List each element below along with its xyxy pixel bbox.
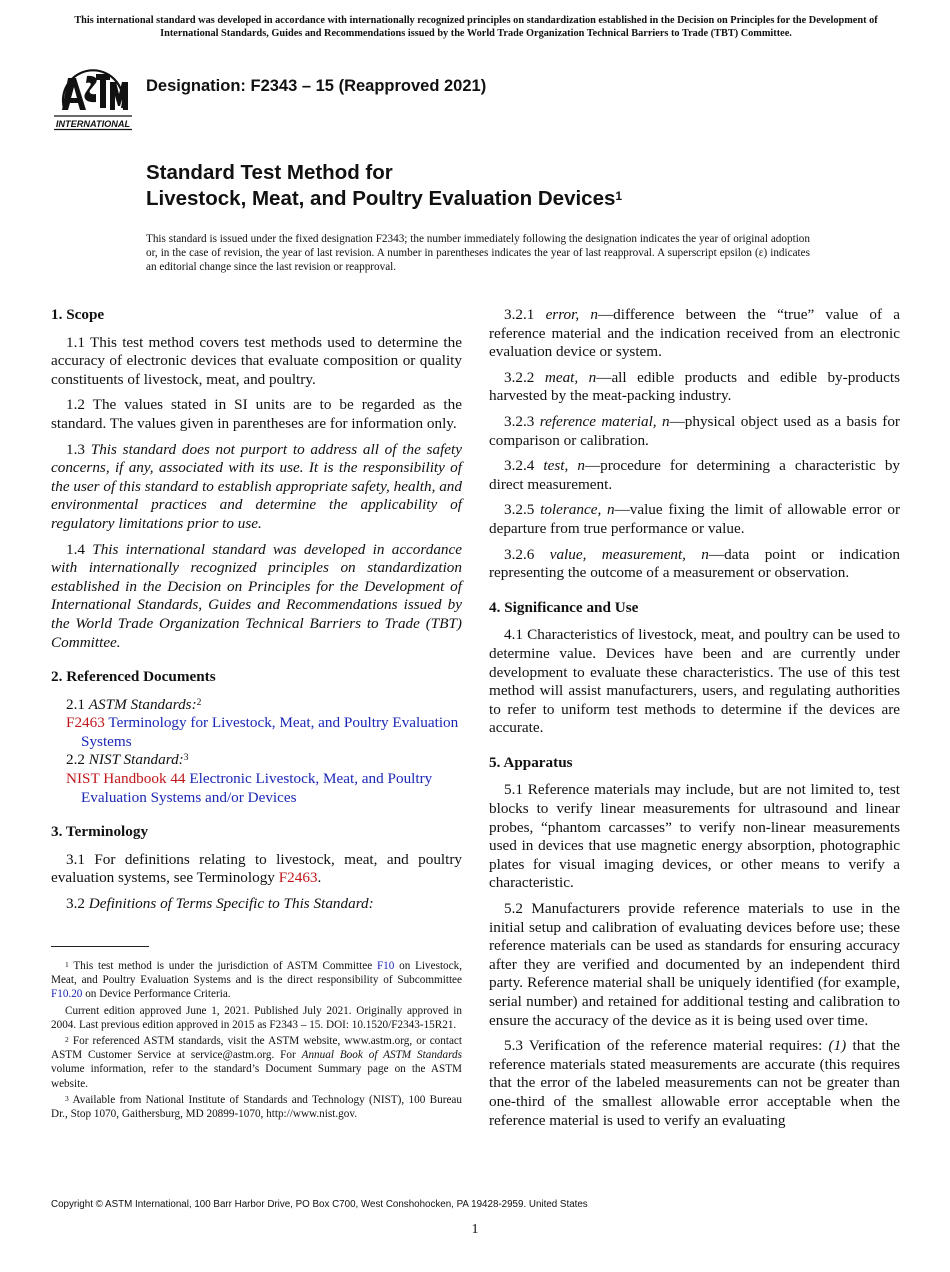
reference-code-link[interactable]: NIST Handbook 44 bbox=[66, 770, 186, 788]
reference-nist-handbook-44[interactable] bbox=[51, 770, 462, 807]
copyright: Copyright © ASTM International, 100 Barr Harbor Drive, PO Box C700, West Conshohocken, PA 19428-2959. United States bbox=[51, 1199, 588, 1210]
footnotes bbox=[51, 959, 462, 1123]
definition-item: 3.2.1 error, n—difference between the “true” value of a reference material and the indication received from an electronic evaluation device or system. bbox=[489, 306, 901, 361]
footnote-3: $^3$ Available from National Institute of Standards and Technology (NIST), 100 Bureau Dr., Stop 1070, Gaithersburg, MD 20899-1070, http://www.nist.gov. bbox=[51, 1093, 462, 1121]
paragraph-1-2: 1.2 The values stated in SI units are to be regarded as the standard. The values given in parentheses are for information only. bbox=[51, 396, 462, 432]
title-line-2: Livestock, Meat, and Poultry Evaluation Devices$^1$ bbox=[146, 187, 623, 210]
footnote-2: $^2$ For referenced ASTM standards, visit the ASTM website, www.astm.org, or contact ASTM Customer Service at service@astm.org. For Annual Book of ASTM Standards volume information, refer to the standard’s Document Summary page on the ASTM website. bbox=[51, 1035, 462, 1090]
definition-term: meat, n bbox=[544, 368, 597, 386]
definition-item: 3.2.4 test, n—procedure for determining a characteristic by direct measurement. bbox=[489, 457, 901, 493]
right-column bbox=[489, 306, 900, 1137]
paragraph-5-3: 5.3 Verification of the reference material requires: (1) that the reference materials stated measurements are accurate (this requires that the error of the labeled measurements can not be greater than one-third of the smallest allowable error acceptable when the reference material is used to verify an evaluating bbox=[489, 1037, 901, 1129]
definition-item: 3.2.5 tolerance, n—value fixing the limit of allowable error or departure from true performance or value. bbox=[489, 501, 901, 537]
section-heading-terminology: 3. Terminology bbox=[51, 823, 149, 841]
definition-term: tolerance, n bbox=[540, 501, 615, 519]
issue-note: This standard is issued under the fixed designation F2343; the number immediately following the designation indicates the year of original adoption or, in the case of revision, the year of last revision. A number in parentheses indicates the year of last reapproval. A superscript epsilon (ε) indicates an editorial change since the last revision or reapproval. bbox=[146, 233, 810, 273]
footnote-1: $^1$ This test method is under the jurisdiction of ASTM Committee F10 on Livestock, Meat, and Poultry Evaluation Systems and is the direct responsibility of Subcommittee F10.20 on Device Performance Criteria. bbox=[51, 960, 462, 1001]
title-line-1: Standard Test Method for bbox=[146, 161, 393, 184]
left-column bbox=[51, 306, 462, 921]
terminology-link-f2463[interactable]: F2463 bbox=[278, 869, 318, 887]
reference-title-link[interactable]: Electronic Livestock, Meat, and Poultry Evaluation Systems and/or Devices bbox=[81, 770, 433, 806]
definition-term: error, n bbox=[545, 306, 598, 323]
footnote-divider bbox=[51, 946, 149, 947]
section-heading-significance: 4. Significance and Use bbox=[489, 598, 639, 616]
paragraph-5-2: 5.2 Manufacturers provide reference materials to use in the initial setup and calibration of evaluating devices before use; these reference materials can be used as standards for ensuring accuracy after they are verified and documented by an independent third party. Reference material shall be uniquely identified (for example, serial number) and retained for additional testing and calibration to ensure the accuracy of the device as it is being used over time. bbox=[489, 900, 900, 1029]
document-title bbox=[146, 160, 622, 212]
paragraph-3-1: 3.1 For definitions relating to livestock, meat, and poultry evaluation systems, see Terminology F2463. bbox=[51, 850, 462, 887]
paragraph-4-1: 4.1 Characteristics of livestock, meat, and poultry can be used to determine value. Devices have been and are currently under development to evaluate these characteristics. The use of this test method will assist manufacturers, users, and regulating authorities to refer to uniform test methods to determine if the devices are accurate. bbox=[489, 626, 900, 737]
logo-subtext: INTERNATIONAL bbox=[55, 119, 131, 129]
committee-link-f10[interactable]: F10 bbox=[376, 960, 395, 972]
reference-code-link[interactable]: F2463 bbox=[66, 714, 105, 732]
paragraph-1-1: 1.1 This test method covers test methods used to determine the accuracy of electronic devices that evaluate composition or quality constituents of livestock, meat, and poultry. bbox=[51, 333, 462, 388]
page-number: 1 bbox=[471, 1222, 479, 1237]
reference-f2463[interactable] bbox=[51, 714, 462, 751]
definition-item: 3.2.6 value, measurement, n—data point or indication representing the outcome of a measurement or observation. bbox=[489, 545, 900, 582]
title-footnote-mark[interactable]: 1 bbox=[615, 189, 623, 203]
definitions-list bbox=[489, 306, 900, 583]
designation: Designation: F2343 – 15 (Reapproved 2021) bbox=[146, 77, 487, 95]
paragraph-1-3: 1.3 This standard does not purport to address all of the safety concerns, if any, associated with its use. It is the responsibility of the user of this standard to establish appropriate safety, health, and environmental practices and determine the applicability of regulatory limitations prior to use. bbox=[51, 440, 462, 532]
definition-term: value, measurement, n bbox=[549, 545, 709, 563]
definition-term: test, n bbox=[543, 457, 585, 475]
definition-item: 3.2.2 meat, n—all edible products and edible by-products harvested by the meat-packing industry. bbox=[489, 368, 900, 405]
reference-title-link[interactable]: Terminology for Livestock, Meat, and Poultry Evaluation Systems bbox=[81, 714, 459, 750]
definition-item: 3.2.3 reference material, n—physical object used as a basis for comparison or calibration. bbox=[489, 412, 900, 449]
paragraph-3-2: 3.2 Definitions of Terms Specific to This Standard: bbox=[66, 895, 374, 913]
section-heading-apparatus: 5. Apparatus bbox=[489, 753, 573, 771]
definition-term: reference material, n bbox=[539, 412, 670, 430]
paragraph-5-1: 5.1 Reference materials may include, but are not limited to, test blocks to verify linear measurements for ultrasound and linear probes, “phantom carcasses” to verify non-linear measurements used in devices that use magnetic energy absorption, photographic plates for visual imaging devices, or other means to verify a characteristic. bbox=[489, 781, 900, 892]
top-notice: This international standard was developed in accordance with internationally recognized principles on standardization established in the Decision on Principles for the Development of International Standards, Guides and Recommendations issued by the World Trade Organization Technical Barriers to Trade (TBT) Committee. bbox=[74, 15, 878, 39]
astm-logo-icon bbox=[50, 56, 136, 134]
subsection-2-2: 2.2 NIST Standard:$^3$ bbox=[66, 751, 189, 769]
section-heading-referenced-documents: 2. Referenced Documents bbox=[51, 668, 216, 686]
edition-note: Current edition approved June 1, 2021. Published July 2021. Originally approved in 2004. Last previous edition approved in 2015 as F2343 – 15. DOI: 10.1520/F2343-15R21. bbox=[51, 1004, 462, 1031]
paragraph-1-4: 1.4 This international standard was developed in accordance with internationally recognized principles on standardization established in the Decision on Principles for the Development of International Standards, Guides and Recommendations issued by the World Trade Organization Technical Barriers to Trade (TBT) Committee. bbox=[51, 540, 463, 651]
subcommittee-link-f10-20[interactable]: F10.20 bbox=[51, 988, 83, 1001]
subsection-2-1: 2.1 ASTM Standards:$^2$ bbox=[66, 695, 202, 713]
section-heading-scope: 1. Scope bbox=[51, 306, 105, 323]
